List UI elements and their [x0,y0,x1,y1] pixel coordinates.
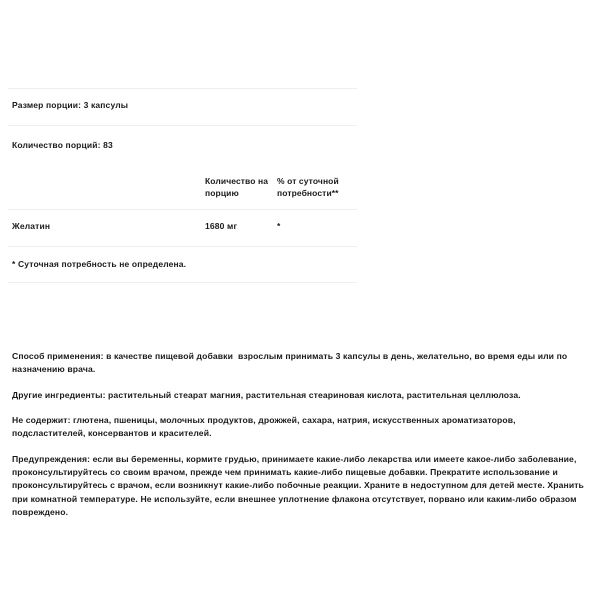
daily-value-footnote: * Суточная потребность не определена. [12,258,187,269]
nutrient-name: Желатин [12,220,51,231]
divider-bottom [8,282,357,283]
table-row [0,210,600,246]
product-information [12,350,588,519]
other-ingredients-paragraph: Другие ингредиенты: растительный стеарат магния, растительная стеариновая кислота, растительная целлюлоза. [12,389,521,400]
directions-paragraph: Способ применения: в качестве пищевой добавки взрослым принимать 3 капсулы в день, желательно, во время еды или по назначению врача. [12,351,570,375]
serving-size-row: Размер порции: 3 капсулы [12,100,129,110]
nutrient-daily-value: * [277,220,281,231]
facts-table-header [0,167,600,209]
column-header-amount-per-serving: Количество на порцию [205,175,269,199]
warnings-paragraph: Предупреждения: если вы беременны, кормите грудью, принимаете какие-либо лекарства или имеете какое-либо заболевание, проконсультируйтесь со своим врачом, прежде чем принимать какие-либо пищевые добавки. Прекратите использование и проконсультируйтесь с врачом, если возникнут какие-либо побочные реакции. Храните в недоступном для детей месте. Хранить при комнатной температуре. Не используйте, если внешнее уплотнение флакона отсутствует, порвано или каким-либо образом повреждено. [12,453,587,517]
nutrient-amount: 1680 мг [205,220,238,231]
column-header-percent-daily-value: % от суточной потребности** [277,175,339,199]
supplement-facts-panel [0,88,600,283]
servings-per-container-row: Количество порций: 83 [12,140,113,151]
free-from-paragraph: Не содержит: глютена, пшеницы, молочных продуктов, дрожжей, сахара, натрия, искусственных ароматизаторов, подсластителей, консервантов и красителей. [12,414,519,439]
